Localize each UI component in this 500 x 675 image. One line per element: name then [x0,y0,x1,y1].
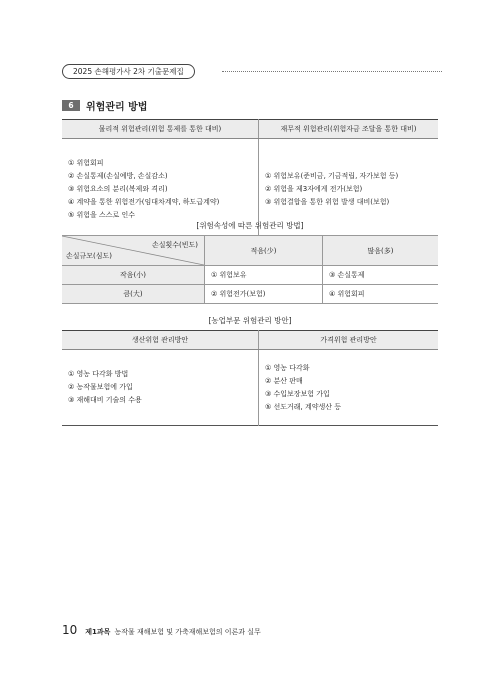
list-item: ⑤ 위험을 스스로 인수 [68,211,136,219]
table3-caption: [농업부문 위험관리 방안] [208,316,292,325]
list-item: ③ 재해대비 기술의 수용 [68,396,142,404]
table-cell: ③ 손실통제 [323,266,439,285]
list-item: ② 위험을 제3자에게 전가(보험) [265,185,363,193]
table-cell: ② 위험전가(보험) [205,285,323,304]
severity-label: 손실규모(심도) [66,252,113,260]
list-item: ③ 위험결합을 통한 위험 발생 대비(보험) [265,198,390,206]
footer-subject-title: 농작물 재해보험 및 가축재해보험의 이론과 실무 [114,628,261,636]
list-item: ④ 계약을 통한 위험전가(임대차계약, 하도급계약) [68,198,220,206]
list-item: ③ 위험요소의 분리(복제와 격리) [68,185,168,193]
list-item: ① 영농 다각화 [265,363,310,372]
price-risk-cell [259,350,439,426]
list-item: ① 위험회피 [68,159,104,167]
row-header-large: 큼(大) [62,285,205,304]
list-item: ② 분산 판매 [265,376,303,385]
footer-subject-line [85,627,261,637]
physical-risk-header: 물리적 위험관리(위험 통제를 통한 대비) [62,120,259,139]
section-title: 위험관리 방법 [86,101,148,113]
row-header-small: 작음(小) [62,266,205,285]
financial-risk-header: 재무적 위험관리(위험자금 조달을 통한 대비) [259,120,439,139]
header-divider [222,71,442,72]
table-cell: ④ 위험회피 [323,285,439,304]
list-item: ② 농작물보험에 가입 [68,383,133,391]
frequency-label: 손실횟수(빈도) [151,241,198,249]
risk-attribute-table [62,235,438,304]
agri-risk-table [62,330,438,426]
production-risk-cell [62,350,259,426]
page-footer [62,623,261,637]
footer-subject: 제1과목 [85,628,111,636]
col-header-high: 많음(多) [323,236,439,266]
page-number: 10 [62,623,78,637]
col-header-low: 적음(少) [205,236,323,266]
list-item: ⑤ 선도거래, 계약생산 등 [265,402,342,411]
table-cell: ① 위험보유 [205,266,323,285]
section-heading [62,99,147,111]
list-item: ① 위험보유(준비금, 기금적립, 자가보험 등) [265,172,399,180]
book-title: 2025 손해평가사 2차 기출문제집 [62,64,195,79]
table2-caption: [위험속성에 따른 위험관리 방법] [196,221,304,230]
price-risk-header: 가격위험 관리방안 [259,331,439,350]
list-item: ① 영농 다각화 방법 [68,370,129,378]
production-risk-header: 생산위험 관리방안 [62,331,259,350]
list-item: ③ 수입보장보험 가입 [265,389,330,398]
diagonal-header-cell [62,236,205,266]
list-item: ② 손실통제(손실예방, 손실감소) [68,172,168,180]
section-number: 6 [62,100,80,111]
